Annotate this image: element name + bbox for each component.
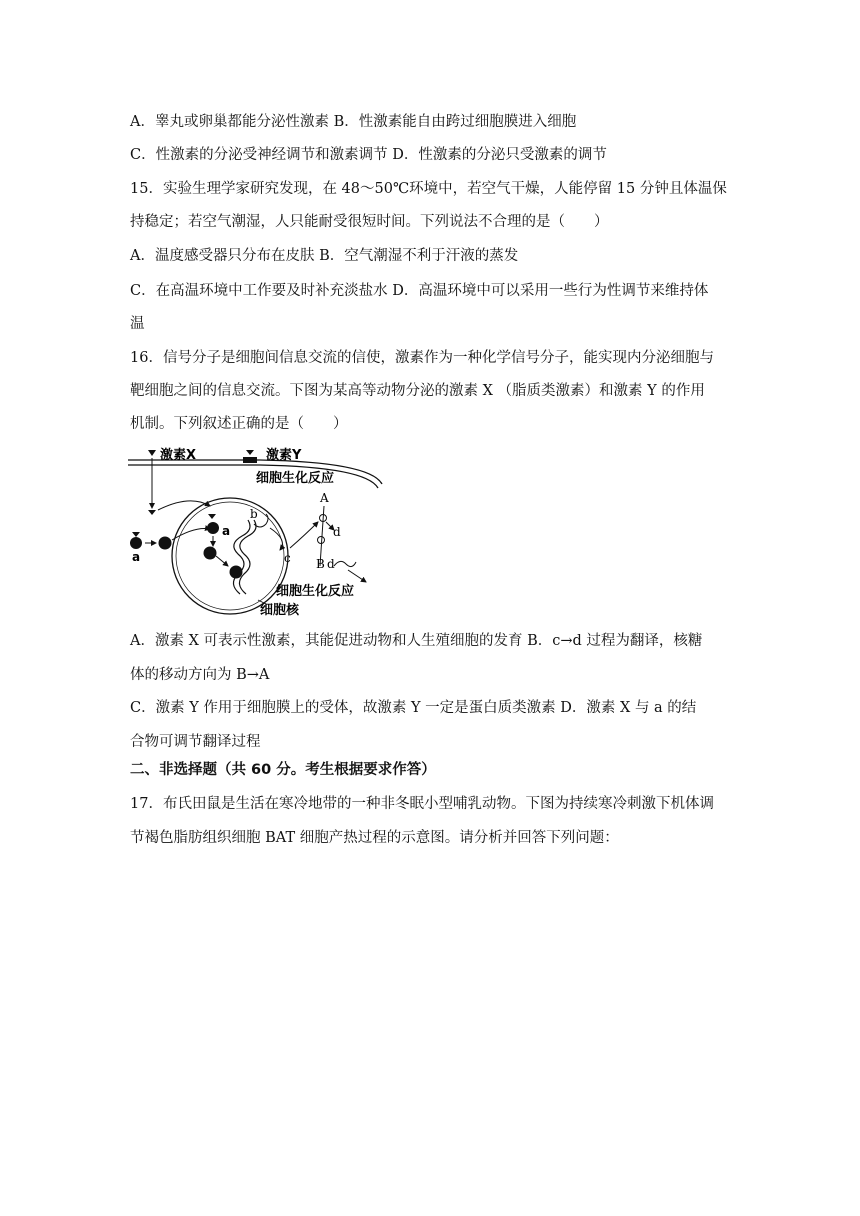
protein-chain (334, 561, 356, 566)
mrna-c-arrow (270, 528, 282, 550)
hormone-x-triangle-icon (148, 450, 156, 456)
option-line-15d-cont: 温 (130, 316, 145, 332)
option-line-14ab: A．睾丸或卵巢都能分泌性激素 B．性激素能自由跨过细胞膜进入细胞 (130, 114, 577, 130)
inner-complex-icon (204, 547, 217, 560)
nucleus-label: 细胞核 (260, 603, 300, 616)
option-line-16ab: A．激素 X 可表示性激素，其能促进动物和人生殖细胞的发育 B．c→d 过程为翻译，核糖 (130, 633, 703, 649)
hormone-y-label: 激素Y (266, 448, 302, 463)
label-c: c (284, 551, 291, 565)
question-15-stem-2: 持稳定；若空气潮湿，人只能耐受很短时间。下列说法不合理的是（ ） (130, 214, 609, 230)
cell-membrane (128, 460, 382, 488)
protein-to-reaction-arrow (348, 570, 366, 582)
reaction-label-bottom: 细胞生化反应 (276, 584, 355, 599)
label-A: A (320, 491, 329, 505)
label-b: b (250, 507, 258, 521)
label-d: d (333, 525, 341, 539)
question-16-stem-3: 机制。下列叙述正确的是（ ） (130, 416, 348, 432)
question-16-stem-1: 16．信号分子是细胞间信息交流的信使，激素作为一种化学信号分子，能实现内分泌细胞与 (130, 350, 714, 366)
label-B: B (316, 557, 325, 571)
question-17-stem-1: 17．布氏田鼠是生活在寒冷地带的一种非冬眠小型哺乳动物。下图为持续寒冷刺激下机体调 (130, 796, 714, 812)
reaction-label-top: 细胞生化反应 (256, 471, 335, 486)
option-line-16b-cont: 体的移动方向为 B→A (130, 667, 270, 683)
option-line-15ab: A．温度感受器只分布在皮肤 B．空气潮湿不利于汗液的蒸发 (130, 248, 519, 264)
receptor-a-inner-icon (207, 522, 219, 534)
question-15-stem-1: 15．实验生理学家研究发现，在 48～50℃环境中，若空气干燥，人能停留 15 分钟且体温保 (130, 181, 727, 197)
to-dna-arrow (216, 556, 228, 566)
hormone-mechanism-diagram (120, 444, 400, 616)
receptor-a-icon (130, 537, 142, 549)
label-a-outer: a (132, 550, 141, 564)
ribosome-icon-2 (318, 537, 325, 544)
hormone-x-label: 激素X (160, 448, 197, 463)
mrna-exit-arrow (290, 522, 318, 548)
option-line-15cd: C．在高温环境中工作要及时补充淡盐水 D．高温环境中可以采用一些行为性调节来维持体 (130, 283, 709, 299)
question-17-stem-2: 节褐色脂肪组织细胞 BAT 细胞产热过程的示意图。请分析并回答下列问题： (130, 830, 619, 846)
label-d-2: d (327, 557, 335, 571)
nucleus (172, 498, 288, 614)
option-line-16cd: C．激素 Y 作用于细胞膜上的受体，故激素 Y 一定是蛋白质类激素 D．激素 X 与 a 的结 (130, 700, 697, 716)
section-heading: 二、非选择题（共 60 分。考生根据要求作答） (130, 762, 436, 778)
hormone-y-receptor-icon (243, 457, 257, 463)
question-16-stem-2: 靶细胞之间的信息交流。下图为某高等动物分泌的激素 X （脂质类激素）和激素 Y 的作用 (130, 383, 705, 399)
receptor-a-triangle-icon (132, 532, 140, 537)
receptor-a-inner-triangle-icon (208, 514, 216, 519)
complex-icon (159, 537, 172, 550)
label-a-inner: a (222, 524, 231, 538)
option-line-16d-cont: 合物可调节翻译过程 (130, 734, 261, 750)
hormone-x-small-icon (148, 510, 156, 515)
hormone-y-triangle-icon (246, 450, 254, 455)
option-line-14cd: C．性激素的分泌受神经调节和激素调节 D．性激素的分泌只受激素的调节 (130, 147, 607, 163)
